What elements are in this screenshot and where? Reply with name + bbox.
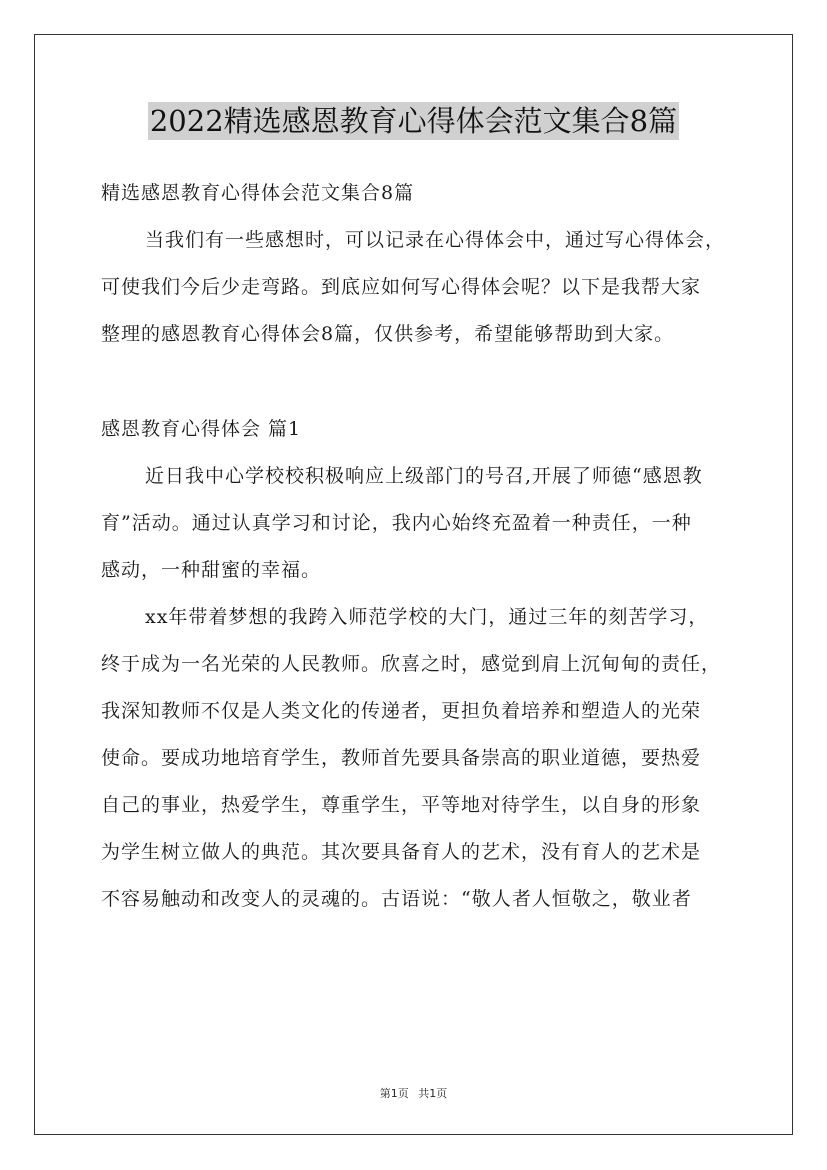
paragraph2-line: xx年带着梦想的我跨入师范学校的大门，通过三年的刻苦学习，: [145, 606, 709, 628]
intro-line: 可使我们今后少走弯路。到底应如何写心得体会呢？以下是我帮大家: [101, 276, 702, 298]
page-total: 共1页: [418, 1087, 448, 1100]
document-subtitle: 精选感恩教育心得体会范文集合8篇: [101, 182, 415, 204]
paragraph2-line: 不容易触动和改变人的灵魂的。古语说：“敬人者人恒敬之，敬业者: [101, 888, 692, 910]
page-number: 第1页: [379, 1087, 409, 1100]
intro-line: 整理的感恩教育心得体会8篇，仅供参考，希望能够帮助到大家。: [101, 323, 675, 345]
document-body: [101, 170, 733, 923]
page-footer: [0, 1085, 827, 1101]
paragraph1-line: 育”活动。通过认真学习和讨论，我内心始终充盈着一种责任，一种: [101, 512, 692, 534]
paragraph2-line: 使命。要成功地培育学生，教师首先要具备崇高的职业道德，要热爱: [101, 747, 702, 769]
paragraph2-line: 自己的事业，热爱学生，尊重学生，平等地对待学生，以自身的形象: [101, 794, 702, 816]
paragraph1-line: 感动，一种甜蜜的幸福。: [101, 559, 322, 581]
paragraph1-line: 近日我中心学校校积极响应上级部门的号召,开展了师德“感恩教: [145, 465, 703, 487]
paragraph-gap: [101, 358, 733, 406]
title-wrap: [0, 102, 827, 140]
paragraph2-line: 为学生树立做人的典范。其次要具备育人的艺术，没有育人的艺术是: [101, 841, 702, 863]
paragraph2-line: 终于成为一名光荣的人民教师。欣喜之时，感觉到肩上沉甸甸的责任，: [101, 653, 722, 675]
section-heading: 感恩教育心得体会 篇1: [101, 418, 302, 440]
paragraph2-line: 我深知教师不仅是人类文化的传递者，更担负着培养和塑造人的光荣: [101, 700, 702, 722]
intro-line: 当我们有一些感想时，可以记录在心得体会中，通过写心得体会，: [145, 229, 726, 251]
document-title: 2022精选感恩教育心得体会范文集合8篇: [149, 104, 678, 138]
